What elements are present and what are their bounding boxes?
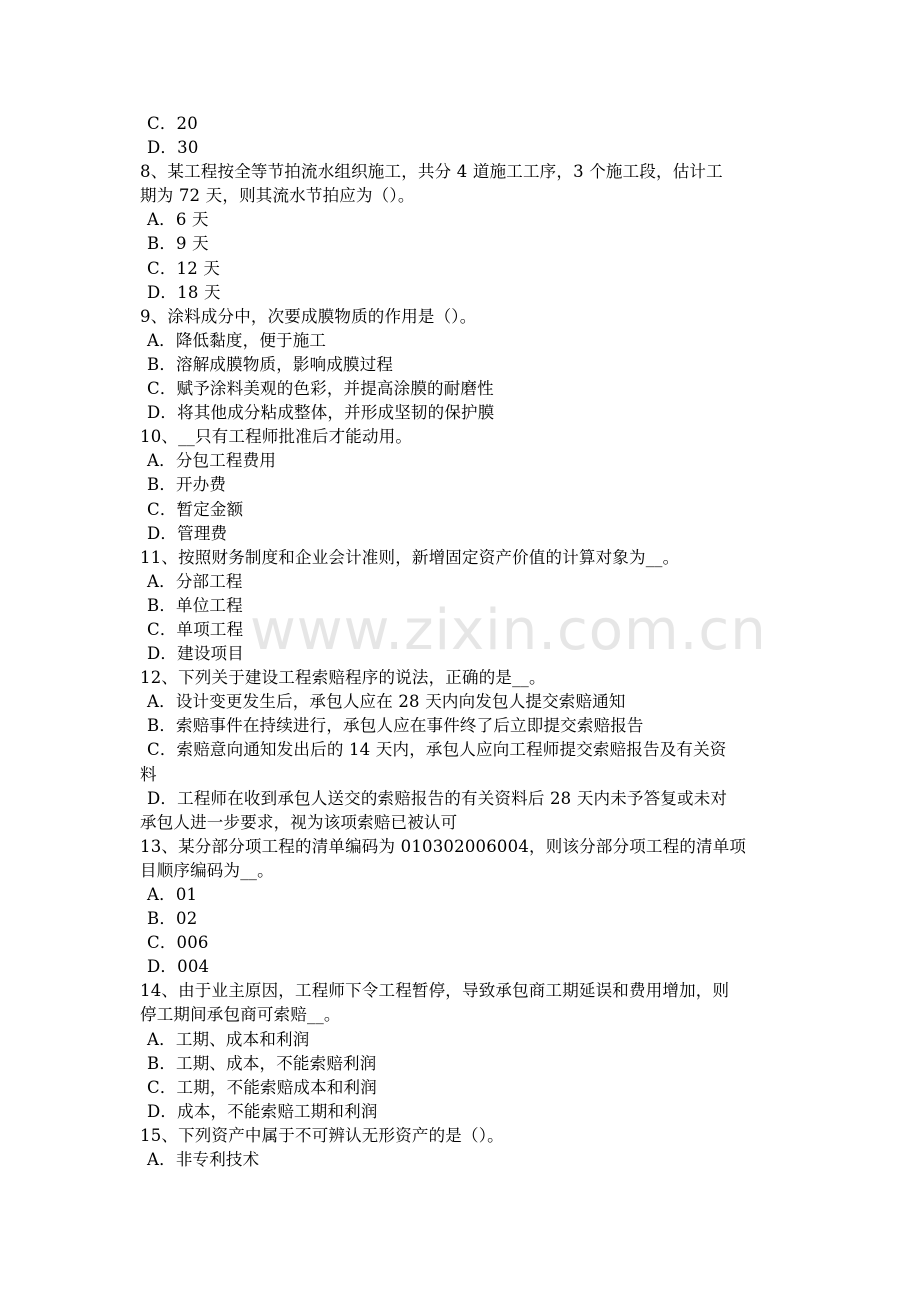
question-text-line: 11、按照财务制度和企业会计准则，新增固定资产价值的计算对象为__。	[140, 547, 680, 567]
answer-option-line: C．工期，不能索赔成本和利润	[147, 1077, 377, 1097]
question-text-line: 15、下列资产中属于不可辨认无形资产的是（）。	[140, 1125, 504, 1145]
answer-option-line: D．建设项目	[147, 644, 244, 664]
answer-option-line: C．20	[147, 114, 198, 133]
answer-option-line: C．索赔意向通知发出后的 14 天内，承包人应向工程师提交索赔报告及有关资	[147, 740, 727, 760]
question-text-line: 目顺序编码为__。	[140, 860, 274, 880]
answer-option-line: C．12 天	[147, 258, 221, 278]
answer-option-line: D．管理费	[147, 523, 228, 543]
answer-option-line: C．单项工程	[147, 619, 244, 639]
answer-option-line: B．溶解成膜物质，影响成膜过程	[147, 354, 394, 374]
answer-option-line: D．成本，不能索赔工期和利润	[147, 1101, 378, 1121]
answer-option-line: A．分包工程费用	[147, 451, 277, 471]
answer-option-line: D．工程师在收到承包人送交的索赔报告的有关资料后 28 天内未予答复或未对	[147, 788, 728, 808]
answer-option-line: D．将其他成分粘成整体，并形成坚韧的保护膜	[147, 403, 495, 423]
answer-option-line: B．9 天	[147, 234, 209, 254]
answer-option-line: A．01	[147, 885, 198, 904]
answer-option-line: A．降低黏度，便于施工	[147, 330, 327, 350]
question-text-line: 14、由于业主原因，工程师下令工程暂停，导致承包商工期延误和费用增加，则	[140, 981, 730, 1001]
answer-option-line: D．30	[147, 138, 199, 158]
question-text-line: 12、下列关于建设工程索赔程序的说法，正确的是__。	[140, 668, 546, 688]
question-text-line: 13、某分部分项工程的清单编码为 010302006004，则该分部分项工程的清单项	[140, 836, 747, 856]
answer-option-line: B．单位工程	[147, 595, 243, 615]
answer-option-line: C．暂定金额	[147, 499, 244, 519]
answer-option-line: A．工期、成本和利润	[147, 1029, 310, 1049]
question-text-line: 期为 72 天，则其流水节拍应为（）。	[140, 186, 415, 206]
answer-option-line: A．设计变更发生后，承包人应在 28 天内向发包人提交索赔通知	[147, 692, 626, 712]
answer-option-line: B．工期、成本，不能索赔利润	[147, 1053, 377, 1073]
answer-option-line: D．18 天	[147, 282, 221, 302]
answer-option-line: C．赋予涂料美观的色彩，并提高涂膜的耐磨性	[147, 379, 494, 399]
question-text-line: 10、__只有工程师批准后才能动用。	[140, 427, 413, 447]
question-text-line: 停工期间承包商可索赔__。	[140, 1005, 341, 1025]
watermark: www.zixin.com.cn	[250, 598, 767, 663]
answer-option-line: B．索赔事件在持续进行，承包人应在事件终了后立即提交索赔报告	[147, 716, 644, 736]
answer-option-line: B．02	[147, 909, 198, 929]
question-text-line: 9、涂料成分中，次要成膜物质的作用是（）。	[140, 306, 477, 326]
question-text-line: 承包人进一步要求，视为该项索赔已被认可	[140, 812, 458, 832]
answer-option-line: C．006	[147, 933, 209, 953]
answer-option-line: A．非专利技术	[147, 1150, 260, 1170]
question-text-line: 料	[140, 764, 157, 784]
answer-option-line: A．分部工程	[147, 571, 243, 591]
answer-option-line: A．6 天	[147, 210, 209, 230]
answer-option-line: B．开办费	[147, 475, 227, 495]
answer-option-line: D．004	[147, 957, 210, 977]
document-page	[140, 112, 785, 1172]
question-text-line: 8、某工程按全等节拍流水组织施工，共分 4 道施工工序，3 个施工段，估计工	[140, 162, 723, 182]
